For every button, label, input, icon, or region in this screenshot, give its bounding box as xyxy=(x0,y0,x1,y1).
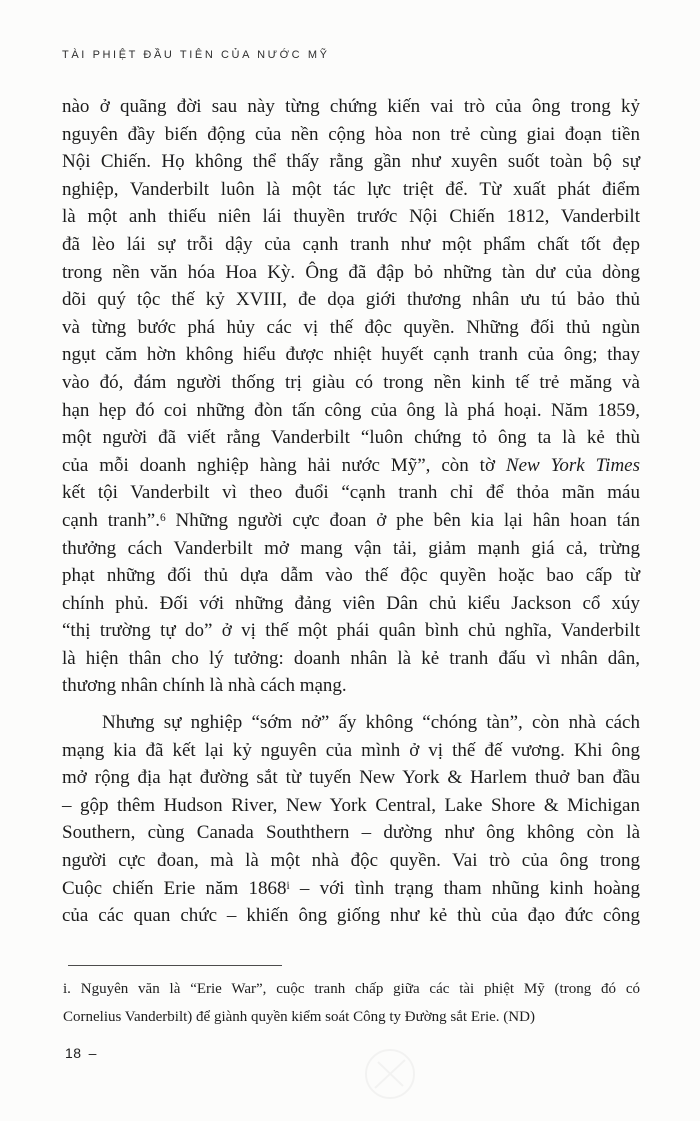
text-line: Cuộc chiến Erie năm 1868$^i$ – với tình trạng tham nhũng kinh hoàng xyxy=(62,877,640,899)
text-line: “thị trường tự do” ở vị thế một phái quân bình chủ nghĩa, Vanderbilt xyxy=(62,620,640,642)
text-line: Southern, cùng Canada Souththern – dường như ông không còn là xyxy=(62,822,640,844)
text-line: thưởng cách Vanderbilt mở mang vận tải, giảm mạnh giá cả, trừng xyxy=(62,537,640,559)
footnote-line: Cornelius Vanderbilt) để giành quyền kiểm soát Công ty Đường sắt Erie. (ND) xyxy=(63,1008,535,1025)
text-line: của mỗi doanh nghiệp hàng hải nước Mỹ”, còn tờ New York Times xyxy=(62,454,640,476)
text-line: mở rộng địa hạt đường sắt từ tuyến New York & Harlem thuở ban đầu xyxy=(62,767,640,789)
paragraph xyxy=(62,93,640,700)
text-line: cạnh tranh”.$^6$ Những người cực đoan ở phe bên kia lại hân hoan tán xyxy=(62,509,641,531)
footnote-line: i. Nguyên văn là “Erie War”, cuộc tranh chấp giữa các tài phiệt Mỹ (trong đó có xyxy=(63,981,640,997)
text-line: dõi quý tộc thế kỷ XVIII, đe dọa giới thương nhân ưu tú bảo thủ xyxy=(62,289,640,311)
text-line: và từng bước phá hủy các vị thế độc quyền. Những đối thủ ngùn xyxy=(62,316,640,338)
footnote-separator-rule xyxy=(68,965,282,966)
text-line: là một anh thiếu niên lái thuyền trước Nội Chiến 1812, Vanderbilt xyxy=(62,206,640,228)
text-line: – gộp thêm Hudson River, New York Central, Lake Shore & Michigan xyxy=(62,794,640,816)
text-line: một người đã viết rằng Vanderbilt “luôn chứng tỏ ông ta là kẻ thù xyxy=(62,427,640,449)
text-line: của các quan chức – khiến ông giống như kẻ thù của đạo đức công xyxy=(62,905,640,927)
body-text xyxy=(62,93,640,930)
text-line: thương nhân chính là nhà cách mạng. xyxy=(62,675,347,697)
text-line: mạng kia đã kết lại kỷ nguyên của mình ở vị thế đế vương. Khi ông xyxy=(62,739,640,761)
text-line: trong nền văn hóa Hoa Kỳ. Ông đã đập bỏ những tàn dư của dòng xyxy=(62,261,640,283)
text-line: kết tội Vanderbilt vì theo đuổi “cạnh tranh chỉ để thỏa mãn máu xyxy=(62,482,640,504)
text-line: vào đó, đám người thống trị giàu có trong nền kinh tế trẻ măng và xyxy=(62,371,640,393)
text-line: chính phủ. Đối với những đảng viên Dân chủ kiểu Jackson cổ xúy xyxy=(62,592,640,614)
text-line: nghiệp, Vanderbilt luôn là một tác lực triệt để. Từ xuất phát điểm xyxy=(62,178,640,200)
text-line: là hiện thân cho lý tưởng: doanh nhân là kẻ tranh đấu vì nhân dân, xyxy=(62,647,640,669)
text-line: Nội Chiến. Họ không thể thấy rằng gần như xuyên suốt toàn bộ sự xyxy=(62,151,640,173)
footnote-marker: i xyxy=(286,879,290,892)
running-header: TÀI PHIỆT ĐẦU TIÊN CỦA NƯỚC MỸ xyxy=(62,49,330,61)
footnote xyxy=(63,976,640,1031)
text-line: đã lèo lái sự trỗi dậy của cạnh tranh như một phẩm chất tốt đẹp xyxy=(62,233,640,255)
page-number xyxy=(65,1045,97,1061)
text-line: phạt những đối thủ dựa dẫm vào thế độc quyền hoặc bao cấp từ xyxy=(62,565,640,587)
text-line: ngụt căm hờn không hiểu được nhiệt huyết cạnh tranh của ông; thay xyxy=(62,344,640,366)
paragraph xyxy=(62,709,640,930)
text-line: nào ở quãng đời sau này từng chứng kiến vai trò của ông trong kỷ xyxy=(62,96,640,117)
text-line: người cực đoan, mà là một nhà độc quyền. Vai trò của ông trong xyxy=(62,850,640,872)
footnote-marker: 6 xyxy=(159,511,166,524)
watermark xyxy=(345,1038,435,1110)
page-number-dash: – xyxy=(88,1045,97,1061)
text-line: Nhưng sự nghiệp “sớm nở” ấy không “chóng tàn”, còn nhà cách xyxy=(102,712,640,734)
page-number-value: 18 xyxy=(65,1045,82,1061)
text-line: hạn hẹp đó coi những đòn tấn công của ông là phá hoại. Năm 1859, xyxy=(62,399,640,421)
text-line: nguyên đầy biến động của nền cộng hòa non trẻ cùng giai đoạn tiền xyxy=(62,123,640,145)
italic-text: New York Times xyxy=(505,454,640,476)
